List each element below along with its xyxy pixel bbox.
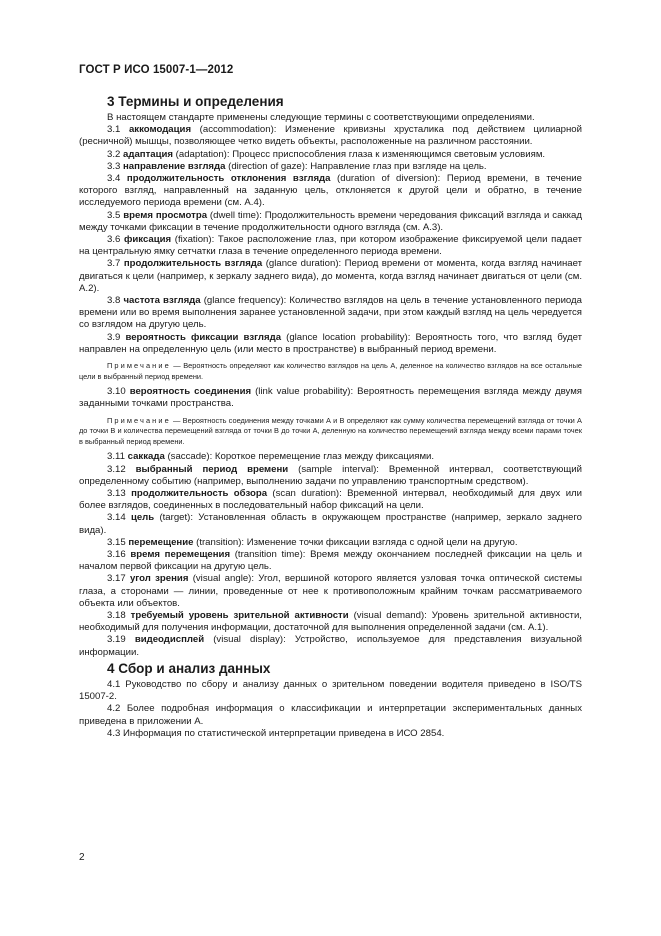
definition-number: 3.14 xyxy=(107,512,126,524)
definition-3-1 xyxy=(79,124,582,148)
definition-number: 3.16 xyxy=(107,549,126,561)
definition-3-16 xyxy=(79,549,582,573)
definition-3-10 xyxy=(79,386,582,410)
definition-text: (accommodation): Изменение кривизны хрусталика под действием цилиарной (ресничной) мышцы, позволяющее четко видеть объекты, расположенные на различном расстоянии. xyxy=(79,124,583,148)
definition-3-18 xyxy=(79,610,582,634)
definition-3-3 xyxy=(79,161,582,173)
definition-term: частота взгляда xyxy=(123,295,201,307)
definition-term: саккада xyxy=(127,451,165,463)
section-4-paragraph: 4.1 Руководство по сбору и анализу данных о зрительном поведении водителя приведено в ISO/TS 15007-2. xyxy=(79,678,582,703)
definition-number: 3.8 xyxy=(107,295,121,307)
definition-3-11 xyxy=(79,451,582,463)
definition-number: 3.19 xyxy=(107,634,126,646)
definition-number: 3.9 xyxy=(107,331,121,343)
definition-term: адаптация xyxy=(123,148,173,160)
definition-text: (fixation): Такое расположение глаз, при котором изображение фиксируемой цели падает на центральную ямку сетчатки глаза в течение определенного периода времени. xyxy=(79,234,583,258)
definition-3-12 xyxy=(79,464,582,488)
definition-number: 3.10 xyxy=(107,386,126,398)
definition-text: (target): Установленная область в окружающем пространстве (например, зеркало заднего вида). xyxy=(79,512,582,536)
definition-term: перемещение xyxy=(128,536,194,548)
definitions-list-a xyxy=(79,124,582,356)
definition-term: время просмотра xyxy=(123,209,208,221)
note-label: Примечание xyxy=(107,361,171,371)
definition-text: (direction of gaze): Направление глаз при взгляде на цель. xyxy=(225,160,487,172)
note-text: — Вероятность соединения между точками А и В определяют как сумму количества перемещений взгляда от точки А до точки В и количества перемещений взгляда от точки В до точки А, деленную на количество перемещений взгляда между всеми парами точек в выбранный период времени. xyxy=(79,415,582,446)
definition-3-8 xyxy=(79,295,582,332)
section-4-paragraph: 4.3 Информация по статистической интерпретации приведена в ИСО 2854. xyxy=(107,727,445,739)
definition-3-5 xyxy=(79,210,582,234)
section-3-title: 3 Термины и определения xyxy=(107,94,284,109)
definition-3-2 xyxy=(79,149,582,161)
section-3-intro: В настоящем стандарте применены следующие термины с соответствующими определениями. xyxy=(107,112,535,123)
note-text: — Вероятность определяют как количество взглядов на цель А, деленное на количество взглядов на все остальные цели в выбранный период времени. xyxy=(79,361,582,381)
definition-term: требуемый уровень зрительной активности xyxy=(130,610,349,622)
definitions-list-b xyxy=(79,451,582,658)
note-3-9 xyxy=(79,361,582,382)
definition-3-19 xyxy=(79,634,582,658)
definition-text: (saccade): Короткое перемещение глаз между фиксациями. xyxy=(164,451,435,463)
definition-text: (glance location probability): Вероятность того, что взгляд будет направлен на определенную цель (или место в пространстве) в выбранный период времени. xyxy=(79,331,582,355)
definition-number: 3.2 xyxy=(107,148,121,160)
definition-text: (sample interval): Временной интервал, соответствующий определенному событию (например, выполнению задачи по управлению транспортным средством). xyxy=(79,463,582,487)
definition-number: 3.17 xyxy=(107,573,126,585)
note-label: Примечание xyxy=(107,415,171,425)
definition-term: выбранный период времени xyxy=(135,463,289,475)
definition-text: (glance frequency): Количество взглядов на цель в течение установленного периода времени или во время выполнения заранее установленной задачи, при этом каждый взгляд на цель чередуется со взглядом на другую цель. xyxy=(79,295,582,331)
definition-term: вероятность соединения xyxy=(129,386,252,398)
definition-text: (scan duration): Временной интервал, необходимый для двух или более взглядов, соединенных в последовательный набор фиксаций на цели. xyxy=(79,488,583,512)
document-header: ГОСТ Р ИСО 15007-1—2012 xyxy=(79,64,234,76)
definition-3-17 xyxy=(79,573,582,610)
definition-3-6 xyxy=(79,234,582,258)
definition-term: направление взгляда xyxy=(123,160,226,172)
definition-term: фиксация xyxy=(124,234,172,246)
definition-term: продолжительность взгляда xyxy=(123,258,263,270)
definition-number: 3.18 xyxy=(107,610,126,622)
section-4-title: 4 Сбор и анализ данных xyxy=(107,660,271,676)
definition-text: (dwell time): Продолжительность времени чередования фиксаций взгляда и саккад между точками фиксации в течение продолжительности одного взгляда (см. А.3). xyxy=(79,209,582,233)
definition-number: 3.5 xyxy=(107,209,121,221)
page-content xyxy=(79,92,582,740)
definition-number: 3.1 xyxy=(107,124,121,136)
section-4-paragraph: 4.2 Более подробная информация о классификации и интерпретации экспериментальных данных приведена в приложении А. xyxy=(79,703,582,727)
definition-term: цель xyxy=(130,512,155,524)
definition-term: аккомодация xyxy=(128,124,192,136)
definition-number: 3.3 xyxy=(107,160,121,172)
section-4-body xyxy=(79,679,582,740)
definition-text: (adaptation): Процесс приспособления глаза к изменяющимся световым условиям. xyxy=(173,148,546,160)
definition-text: (transition time): Время между окончанием последней фиксации на цель и началом первой фиксации на другую цель. xyxy=(79,549,582,573)
note-3-10 xyxy=(79,416,582,448)
definition-text: (visual display): Устройство, используемое для представления визуальной информации. xyxy=(79,634,582,658)
definition-term: продолжительность обзора xyxy=(131,488,268,500)
definition-term: продолжительность отклонения взгляда xyxy=(126,173,331,185)
definition-number: 3.15 xyxy=(107,536,126,548)
definition-text: (transition): Изменение точки фиксации взгляда с одной цели на другую. xyxy=(193,536,518,548)
definition-number: 3.11 xyxy=(107,451,125,463)
definition-text: (visual angle): Угол, вершиной которого является узловая точка оптической системы глаза, а сторонами — линии, проведенные от нее к противоположным крайним точкам рассматриваемого объекта или объектов. xyxy=(79,573,583,609)
definition-text: (visual demand): Уровень зрительной активности, необходимый для получения информации, достаточной для выполнения определенной задачи (см. А.1). xyxy=(79,610,582,634)
page-number: 2 xyxy=(79,852,85,863)
definition-number: 3.4 xyxy=(107,173,121,185)
definition-number: 3.13 xyxy=(107,488,126,500)
definition-3-13 xyxy=(79,488,582,512)
definition-3-14 xyxy=(79,512,582,536)
definition-text: (link value probability): Вероятность перемещения взгляда между двумя заданными точками пространства. xyxy=(79,386,583,410)
definition-term: вероятность фиксации взгляда xyxy=(125,331,282,343)
definition-3-9 xyxy=(79,332,582,356)
definition-3-15 xyxy=(79,537,582,549)
definition-term: угол зрения xyxy=(129,573,189,585)
definition-text: (glance duration): Период времени от момента, когда взгляд начинает двигаться к цели (например, к зеркалу заднего вида), до момента, когда взгляд начинает двигаться от цели (см. А.2). xyxy=(79,258,582,294)
definition-term: видеодисплей xyxy=(134,634,205,646)
definition-number: 3.7 xyxy=(107,258,121,270)
definition-text: (duration of diversion): Период времени, в течение которого взгляд, направленный на заданную цель, отклоняется к другой цели и обратно, в течение исследуемого периода времени (см. А.4). xyxy=(79,173,582,209)
definition-3-7 xyxy=(79,258,582,295)
definition-number: 3.6 xyxy=(107,234,121,246)
definition-3-4 xyxy=(79,173,582,210)
definition-number: 3.12 xyxy=(107,463,126,475)
definition-term: время перемещения xyxy=(130,549,231,561)
